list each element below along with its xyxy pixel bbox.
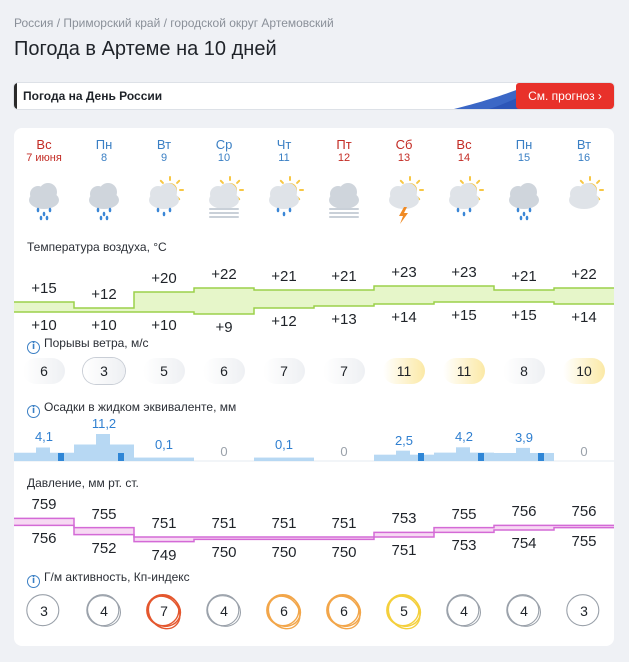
day-header[interactable] [554,138,614,165]
precip-value: 0,1 [154,437,174,453]
day-name: Пт [336,137,352,152]
wind-label [27,336,149,354]
pressure_night-value: 753 [451,537,477,555]
day-name: Вс [36,137,52,152]
pressure_night-value: 750 [331,544,357,562]
see-forecast-button[interactable]: См. прогноз › [516,83,614,109]
kp-index-badge [374,594,434,628]
pressure_night-value: 749 [151,546,177,564]
precip-bar-peak [396,451,410,461]
tmax-value: +21 [271,268,297,285]
precip-bar-peak [36,447,50,461]
cloud-icon [149,183,179,209]
wind-gust-value: 3 [83,358,125,384]
precip-bar-intense [478,453,484,461]
kp-value: 6 [280,603,288,619]
wind-gust-value: 11 [443,358,485,384]
tmax-value: +12 [91,286,117,303]
pressure_night-value: 756 [31,530,57,548]
cloud-icon [509,183,539,209]
sun-cloud-rain-icon [434,176,494,226]
wind-gust-value: 10 [563,358,605,384]
day-date: 10 [217,152,231,164]
precip-value: 11,2 [91,416,117,431]
breadcrumb [14,16,334,30]
banner-accent [14,83,17,109]
cloud-icon [89,183,119,209]
pressure_day-value: 756 [511,503,537,521]
temp-label: Температура воздуха, °C [27,240,167,254]
pressure_night-value: 755 [571,532,597,550]
kp-label [27,570,190,588]
tmin-value: +14 [571,309,597,326]
day-header[interactable] [134,138,194,165]
kp-index-badge [434,594,494,628]
day-header[interactable] [374,138,434,165]
breadcrumb-separator: / [160,16,171,30]
day-header[interactable] [254,138,314,165]
day-header[interactable] [194,138,254,165]
day-name: Пн [95,137,113,152]
tmax-value: +21 [511,268,537,285]
precip-value: 4,1 [34,429,54,445]
kp-value: 4 [100,603,108,619]
kp-value: 7 [160,603,168,619]
day-name: Ср [215,137,233,152]
day-date: 8 [100,152,108,164]
cloud-rain-icon [14,176,74,226]
cloud-icon [29,183,59,209]
fog-icon [210,209,238,217]
day-name: Сб [395,137,413,152]
precip-value: 0 [220,444,228,459]
kp-index-badge [194,594,254,628]
precip-value: 4,2 [454,429,474,445]
precip-value: 0 [580,444,588,459]
tmax-value: +23 [451,264,477,281]
day-date: 9 [160,152,168,164]
day-header[interactable] [434,138,494,165]
day-date: 15 [517,152,531,164]
kp-value: 4 [460,603,468,619]
precip-value: 0 [340,444,348,459]
day-name: Пн [515,137,533,152]
kp-value: 5 [400,603,408,619]
sun-cloud-rain-icon [134,176,194,226]
tmin-value: +10 [31,317,57,334]
cloud-icon [389,183,419,209]
cloud-icon [209,183,239,209]
day-header[interactable] [314,138,374,165]
pressure_day-value: 756 [571,503,597,521]
fog-icon [330,209,358,217]
sun-cloud-fog-icon [194,176,254,226]
pressure_night-value: 750 [211,544,237,562]
day-name: Вт [576,137,592,152]
cloud-icon [449,183,479,209]
wind-gust-value: 6 [203,358,245,384]
cloud-rain-icon [74,176,134,226]
tmax-value: +22 [571,266,597,283]
pressure_day-value: 755 [91,505,117,523]
day-date: 13 [397,152,411,164]
precip-label-text: Осадки в жидком эквиваленте, мм [44,400,237,414]
tmin-value: +12 [271,313,297,330]
precip-bar-intense [58,453,64,461]
pressure_day-value: 751 [151,515,177,532]
pressure-label: Давление, мм рт. ст. [27,476,139,490]
pressure_day-value: 751 [211,515,237,532]
day-headers [14,138,614,168]
kp-index-badge [554,594,614,628]
precip-bar-peak [456,447,470,461]
day-name: Чт [276,137,292,152]
breadcrumb-region[interactable]: Приморский край [63,16,161,30]
sun-cloud-icon [554,176,614,226]
pressure_day-value: 753 [391,510,417,528]
cloud-icon [269,183,299,209]
sun-cloud-rain-icon [254,176,314,226]
lightning-icon [399,207,408,224]
cloud-rain-icon [494,176,554,226]
rain-drops-icon [517,208,532,221]
pressure_day-value: 751 [271,515,297,532]
precip-bar [254,458,314,461]
day-date: 12 [337,152,351,164]
weather-icons-row [14,176,614,226]
kp-index-badge [254,594,314,628]
kp-value: 4 [220,603,228,619]
info-icon[interactable]: i [27,405,40,418]
pressure_night-value: 751 [391,542,417,559]
wind-gust-value: 11 [383,358,425,384]
day-header[interactable] [14,138,74,165]
breadcrumb-separator: / [53,16,64,30]
day-name: Вт [156,137,172,152]
tmax-value: +23 [391,264,417,281]
wind-gust-value: 6 [23,358,65,384]
day-name: Вс [456,137,472,152]
breadcrumb-country[interactable]: Россия [14,16,54,30]
tmin-value: +13 [331,311,357,328]
day-date: 7 июня [26,152,62,164]
precip-bar-intense [418,453,424,461]
wind-gust-value: 5 [143,358,185,384]
precip-value: 0,1 [274,437,294,453]
tmin-value: +14 [391,309,417,326]
kp-index-badge [74,594,134,628]
tmax-value: +15 [31,280,57,297]
info-icon[interactable]: i [27,575,40,588]
precip-value: 2,5 [394,432,414,448]
kp-value: 4 [520,603,528,619]
banner-text: Погода на День России [23,89,163,103]
wind-gust-value: 8 [503,358,545,384]
kp-value: 3 [40,603,48,619]
pressure_night-value: 750 [271,544,297,562]
pressure_day-value: 755 [451,505,477,523]
kp-index-badge [134,594,194,628]
cloud-fog-icon [314,176,374,226]
day-date: 11 [278,152,290,164]
pressure_day-value: 759 [31,496,57,514]
holiday-banner[interactable] [14,83,614,109]
kp-value: 3 [580,603,588,619]
tmax-value: +22 [211,266,237,283]
pressure_night-value: 754 [511,535,537,552]
wind-gust-value: 7 [323,358,365,384]
wind-label-text: Порывы ветра, м/с [44,336,149,350]
tmax-value: +21 [331,268,357,285]
sun-cloud-thunder-icon [374,176,434,226]
kp-label-text: Г/м активность, Кп-индекс [44,570,190,584]
kp-index-badge [494,594,554,628]
rain-drops-icon [97,208,112,221]
cloud-icon [329,183,359,209]
info-icon[interactable]: i [27,341,40,354]
tmin-value: +10 [91,317,117,334]
cloud-icon [569,183,599,209]
tmin-value: +10 [151,317,177,334]
precip-bar-intense [538,453,544,461]
kp-value: 6 [340,603,348,619]
wind-gust-value: 7 [263,358,305,384]
tmax-value: +20 [151,270,177,287]
breadcrumb-district[interactable]: городской округ Артемовский [170,16,334,30]
tmin-value: +9 [215,319,233,336]
precip-value: 3,9 [514,429,534,445]
day-header[interactable] [74,138,134,165]
kp-index-badge [314,594,374,628]
forecast-card [14,128,614,646]
precip-bar-intense [118,453,124,461]
precip-bar-peak [96,434,110,461]
precip-bar-peak [516,448,530,461]
day-date: 16 [577,152,591,164]
page-title: Погода в Артеме на 10 дней [14,38,277,60]
tmin-value: +15 [451,307,477,324]
kp-index-badge [14,594,74,628]
precip-bar [134,458,194,461]
day-date: 14 [457,152,471,164]
tmin-value: +15 [511,307,537,324]
day-header[interactable] [494,138,554,165]
rain-drops-icon [37,208,52,221]
pressure_night-value: 752 [91,539,117,557]
pressure_day-value: 751 [331,515,357,532]
